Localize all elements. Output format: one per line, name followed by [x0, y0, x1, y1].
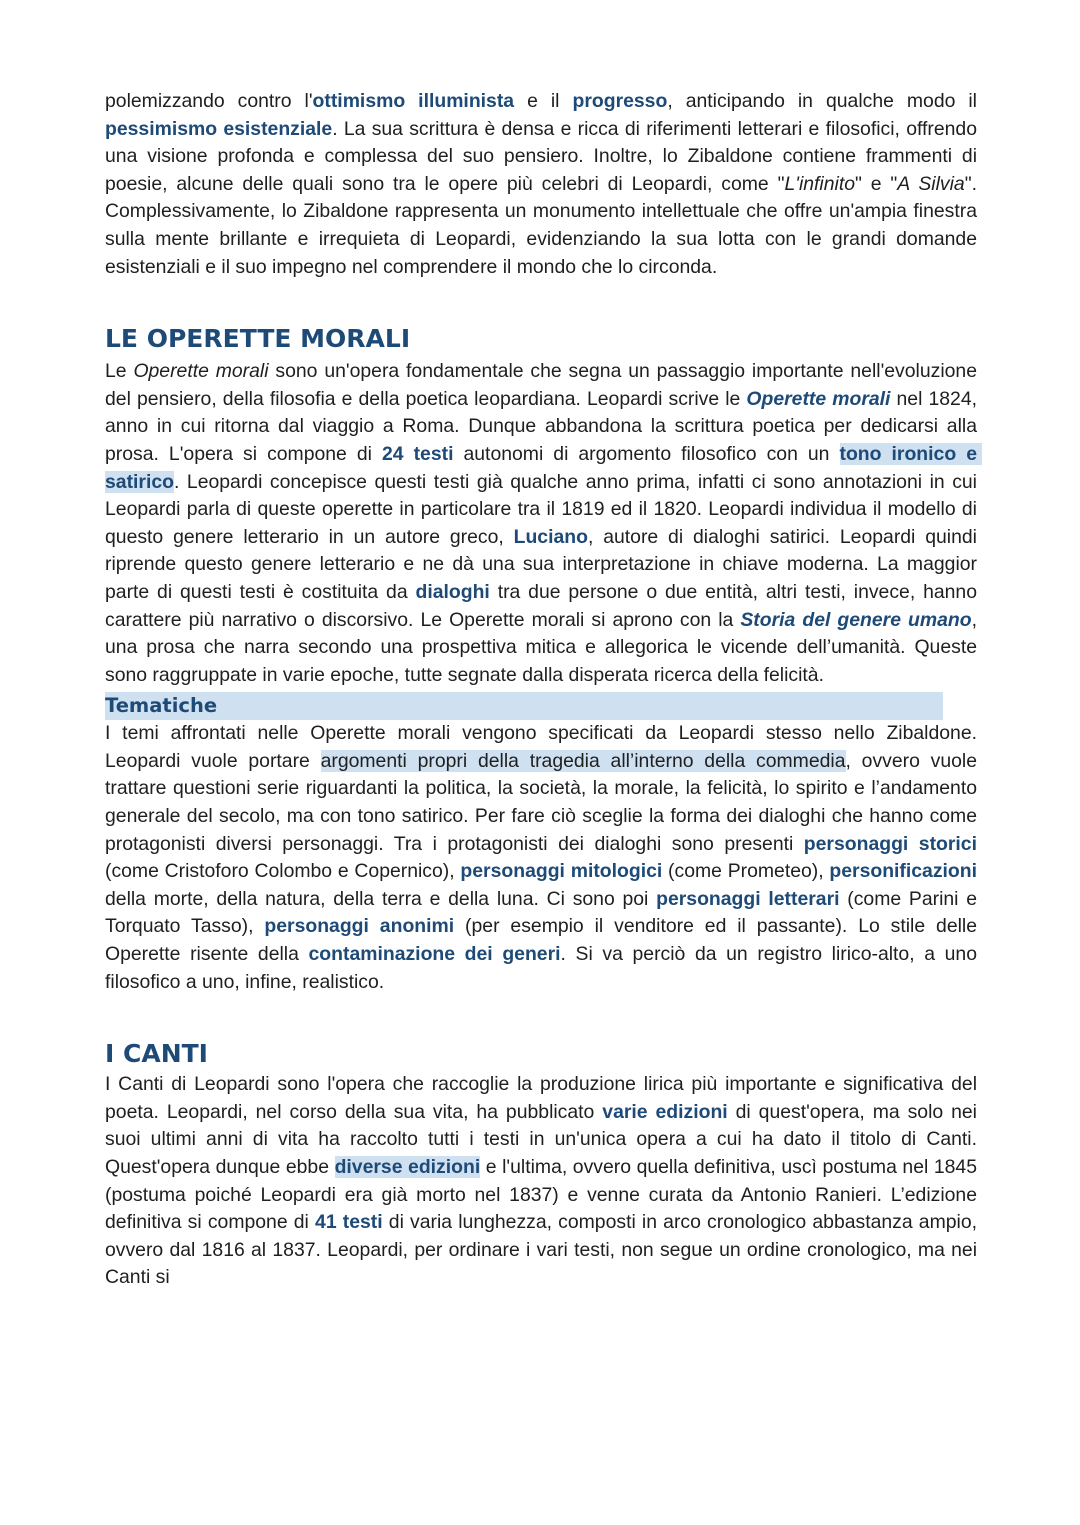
intro-text-segment: ottimismo illuminista [312, 90, 515, 112]
intro-text-segment: L'infinito [784, 172, 856, 195]
section2-text-segment: (come Cristoforo Colombo e Copernico), [105, 832, 983, 883]
section2-text-segment: argomenti propri della tragedia all’interno della commedia [320, 749, 846, 772]
section1-text-segment: , una prosa che narra secondo una prospettiva mitica e allegorica le vicende dell’umanità. Queste sono raggruppate in varie epoche, tutte segnate dalla disperata ricerca della felicità. [105, 608, 983, 686]
section2-text-segment: (come Parini e Torquato Tasso), [105, 887, 983, 938]
section3-text-segment: di varia lunghezza, composti in arco cronologico abbastanza ampio, ovvero dal 1816 al 1837. Leopardi, per ordinare i vari testi, non segue un ordine cronologico, ma nei Canti si [105, 1211, 983, 1289]
section3-text-segment: varie edizioni [602, 1100, 728, 1123]
section-title-canti: I CANTI [105, 1039, 208, 1069]
section2-text-segment: . Si va perciò da un registro lirico-alto, a uno filosofico a uno, infine, realistico. [105, 943, 983, 993]
section2-text-segment: personaggi anonimi [264, 915, 455, 938]
section-title-operette-morali: LE OPERETTE MORALI [105, 324, 411, 354]
document-page [105, 88, 983, 1292]
operette-morali-paragraph [105, 358, 983, 689]
section2-text-segment: (per esempio il venditore ed il passante). Lo stile delle Operette risente della [105, 915, 983, 966]
section2-text-segment: personaggi mitologici [460, 860, 663, 883]
section3-text-segment: diverse edizioni [334, 1156, 481, 1178]
intro-text-segment: " e " [855, 172, 898, 195]
section3-text-segment: I Canti di Leopardi sono l'opera che raccoglie la produzione lirica più importante e significativa del poeta. Leopardi, nel corso della sua vita, ha pubblicato [105, 1073, 983, 1123]
section2-text-segment: contaminazione dei generi [308, 943, 561, 966]
section1-text-segment: . Leopardi concepisce questi testi già qualche anno prima, infatti ci sono annotazioni in cui Leopardi parla di queste operette in particolare tra il 1819 ed il 1820. Leopardi individua il modello di questo genere letterario in un autore greco, [105, 470, 983, 548]
intro-text-segment: A Silvia [897, 172, 965, 195]
section2-text-segment: personificazioni [829, 860, 977, 883]
section1-text-segment: nel 1824, anno in cui ritorna dal viaggio a Roma. Dunque abbandona la scrittura poetica per dedicarsi alla prosa. L'opera si compone di [105, 387, 983, 465]
intro-text-segment: polemizzando contro l' [105, 90, 313, 112]
section3-text-segment: e l'ultima, ovvero quella definitiva, uscì postuma nel 1845 (postuma poiché Leopardi era già morto nel 1837) e venne curata da Antonio Ranieri. L’edizione definitiva si compone di [105, 1156, 983, 1234]
section2-text-segment: I temi affrontati nelle Operette morali vengono specificati da Leopardi stesso nello Zibaldone. Leopardi vuole portare [105, 722, 983, 772]
section1-text-segment: 24 testi [381, 442, 454, 465]
section1-text-segment: , autore di dialoghi satirici. Leopardi quindi riprende questo genere letterario e ne dà una sua interpretazione in chiave moderna. La maggior parte di questi testi è costituita da [105, 525, 983, 603]
section1-text-segment: Le [105, 360, 134, 383]
intro-text-segment: pessimismo esistenziale [105, 117, 333, 140]
section1-text-segment: tono ironico e satirico [105, 442, 983, 493]
subsection-title-tematiche: Tematiche [105, 692, 943, 720]
section1-text-segment: autonomi di argomento filosofico con un [453, 442, 840, 465]
section2-text-segment: personaggi letterari [656, 887, 840, 910]
section1-text-segment: Luciano [513, 525, 588, 548]
section2-text-segment: della morte, della natura, della terra e della luna. Ci sono poi [105, 860, 983, 910]
intro-text-segment: progresso [572, 90, 668, 112]
intro-text-segment: . La sua scrittura è densa e ricca di riferimenti letterari e filosofici, offrendo una visione profonda e complessa del suo pensiero. Inoltre, lo Zibaldone contiene frammenti di poesie, alcune delle quali sono tra le opere più celebri di Leopardi, come " [105, 117, 983, 195]
section3-text-segment: 41 testi [315, 1211, 383, 1234]
intro-paragraph [105, 88, 983, 281]
section1-text-segment: Storia del genere umano [740, 608, 972, 631]
section3-text-segment: di quest'opera, ma solo nei suoi ultimi anni di vita ha raccolto tutti i testi in un'unica opera a cui ha dato il titolo di Canti. Quest'opera dunque ebbe [105, 1100, 983, 1178]
intro-text-segment: e il [514, 90, 573, 112]
section2-text-segment: personaggi storici [803, 832, 977, 855]
section1-text-segment: Operette morali [133, 360, 269, 383]
intro-text-segment: , anticipando in qualche modo il [667, 90, 983, 112]
section2-text-segment: , ovvero vuole trattare questioni serie riguardanti la politica, la società, la morale, la felicità, lo spirito e l’andamento generale del secolo, ma con tono satirico. Per fare ciò sceglie la forma dei dialoghi che hanno come protagonisti diversi personaggi. Tra i protagonisti dei dialoghi sono presenti [105, 749, 983, 855]
section1-text-segment: dialoghi [415, 580, 490, 603]
section1-text-segment: sono un'opera fondamentale che segna un passaggio importante nell'evoluzione del pensiero, della filosofia e della poetica leopardiana. Leopardi scrive le [105, 360, 983, 410]
intro-text-segment: ". Complessivamente, lo Zibaldone rappresenta un monumento intellettuale che offre un'ampia finestra sulla mente brillante e irrequieta di Leopardi, evidenziando la sua lotta con le grandi domande esistenziali e il suo impegno nel comprendere il mondo che lo circonda. [105, 172, 983, 278]
tematiche-paragraph [105, 720, 983, 996]
section1-text-segment: tra due persone o due entità, altri testi, invece, hanno carattere più narrativo o discorsivo. Le Operette morali si aprono con la [105, 580, 983, 631]
canti-paragraph [105, 1071, 983, 1292]
section2-text-segment: (come Prometeo), [662, 860, 830, 883]
section1-text-segment: Operette morali [746, 387, 891, 410]
